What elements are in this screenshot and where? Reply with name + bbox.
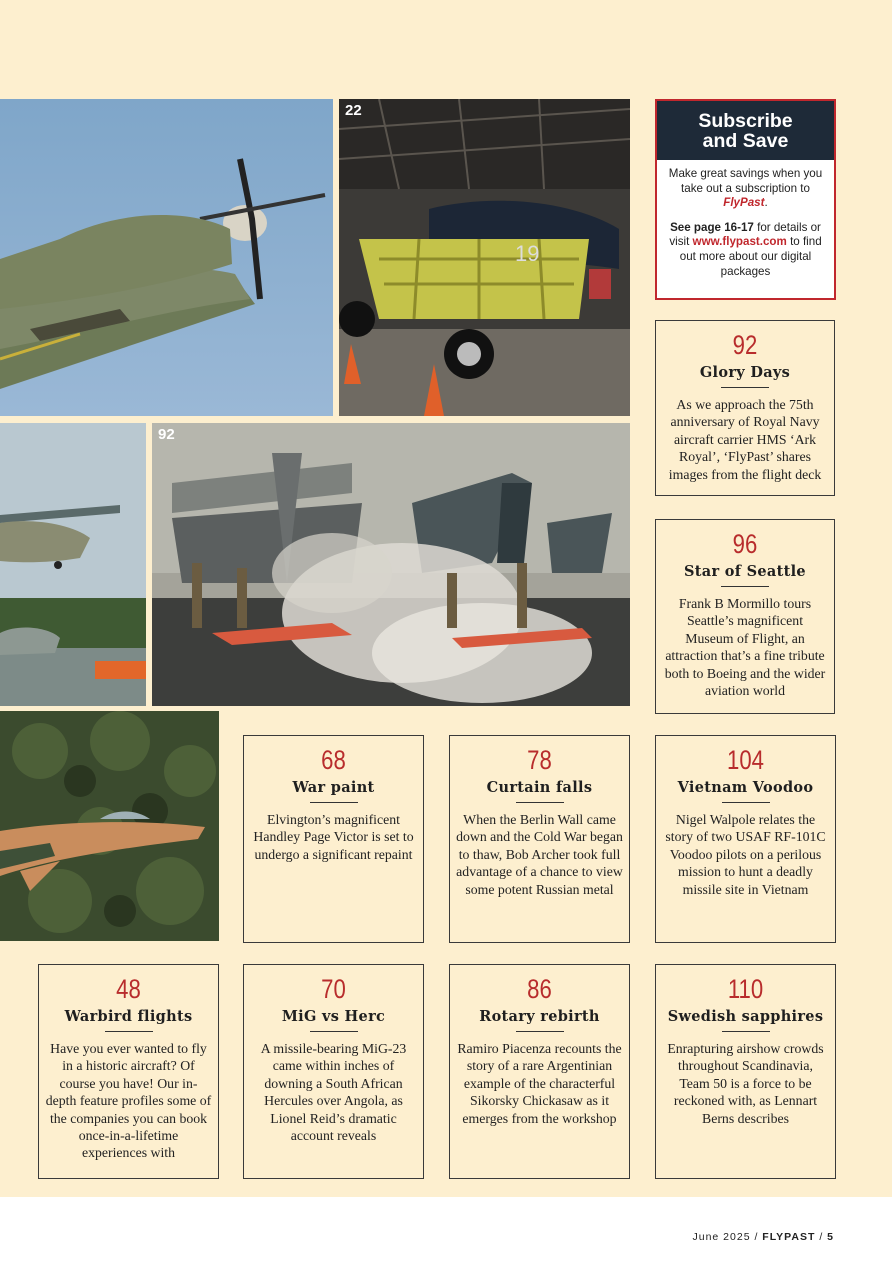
card-description: When the Berlin Wall came down and the Cold War began to thaw, Bob Archer took full advantage of a chance to view some potent Russian metal: [456, 812, 623, 897]
contents-card[interactable]: [655, 320, 835, 496]
see-page-reference: See page 16-17: [670, 220, 754, 234]
card-page-number: 110: [727, 974, 764, 1004]
card-title: Glory Days: [699, 364, 791, 381]
card-title: Curtain falls: [486, 779, 593, 796]
contents-card[interactable]: [243, 735, 424, 943]
subscribe-heading: Subscribe and Save: [657, 101, 834, 160]
subscribe-body: Make great savings when you take out a subscription to FlyPast. See page 16-17 for details or visit www.flypast.com to find out more about our digital packages: [668, 167, 823, 278]
card-description: Elvington’s magnificent Handley Page Victor is set to undergo a significant repaint: [253, 812, 414, 862]
contents-card[interactable]: [655, 519, 835, 714]
card-divider: [516, 1031, 564, 1032]
card-title: Star of Seattle: [684, 563, 806, 580]
spitfire-photo: [0, 99, 333, 416]
card-divider: [722, 802, 770, 803]
contents-card[interactable]: [449, 964, 630, 1179]
card-divider: [516, 802, 564, 803]
card-title: Swedish sapphires: [667, 1008, 824, 1025]
card-page-number: 78: [527, 745, 552, 775]
card-page-number: 70: [321, 974, 346, 1004]
card-description: Ramiro Piacenza recounts the story of a rare Argentinian example of the characterful Sikorsky Chickasaw as it emerges from the workshop: [457, 1041, 622, 1126]
card-divider: [722, 1031, 770, 1032]
card-description: Have you ever wanted to fly in a historic aircraft? Of course you have! Our in-depth feature profiles some of the companies you can book once-in-a-lifetime experiences with: [45, 1041, 212, 1161]
card-description: Enrapturing airshow crowds throughout Scandinavia, Team 50 is a force to be reckoned with, as Lennart Berns describes: [667, 1041, 824, 1126]
card-description: Nigel Walpole relates the story of two USAF RF-101C Voodoo pilots on a perilous mission to hunt a deadly missile site in Vietnam: [665, 812, 826, 897]
card-title: MiG vs Herc: [281, 1008, 386, 1025]
card-description: A missile-bearing MiG-23 came within inches of downing a South African Hercules over Angola, as Lionel Reid’s dramatic account reveals: [260, 1041, 407, 1144]
card-title: Rotary rebirth: [479, 1008, 600, 1025]
issue-date: June 2025: [692, 1231, 751, 1243]
corsair-hangar-photo: [339, 99, 630, 416]
card-divider: [105, 1031, 153, 1032]
voodoo-jet-photo: [0, 711, 219, 941]
card-page-number: 104: [727, 745, 764, 775]
card-divider: [310, 1031, 358, 1032]
card-description: Frank B Mormillo tours Seattle’s magnificent Museum of Flight, an attraction that’s a fine tribute both to Boeing and the wider aviation world: [664, 596, 826, 699]
subscribe-url-link[interactable]: www.flypast.com: [692, 235, 787, 249]
helicopters-photo: [0, 423, 146, 706]
card-title: Vietnam Voodoo: [677, 779, 814, 796]
contents-card[interactable]: [655, 964, 836, 1179]
contents-card[interactable]: [655, 735, 836, 943]
card-page-number: 48: [116, 974, 141, 1004]
card-page-number: 92: [732, 330, 758, 360]
card-page-number: 68: [321, 745, 346, 775]
card-divider: [310, 802, 358, 803]
card-title: Warbird flights: [64, 1008, 193, 1025]
contents-card[interactable]: [449, 735, 630, 943]
magazine-name: FlyPast: [723, 196, 765, 210]
card-divider: [721, 387, 769, 388]
card-title: War paint: [292, 779, 375, 796]
photo-page-number: 22: [345, 102, 362, 119]
card-page-number: 86: [527, 974, 552, 1004]
carrier-deck-photo: [152, 423, 630, 706]
card-page-number: 96: [732, 529, 758, 559]
photo-page-number: 92: [158, 426, 175, 443]
contents-card[interactable]: [38, 964, 219, 1179]
card-description: As we approach the 75th anniversary of Royal Navy aircraft carrier HMS ‘Ark Royal’, ‘FlyPast’ shares images from the flight deck: [668, 397, 822, 482]
subscribe-box[interactable]: [655, 99, 836, 300]
page-footer: June 2025 / FLYPAST / 5: [692, 1231, 834, 1243]
page-number: 5: [827, 1231, 834, 1243]
contents-card[interactable]: [243, 964, 424, 1179]
card-divider: [721, 586, 769, 587]
magazine-title: FLYPAST: [762, 1231, 816, 1243]
svg-text:19: 19: [515, 241, 540, 266]
